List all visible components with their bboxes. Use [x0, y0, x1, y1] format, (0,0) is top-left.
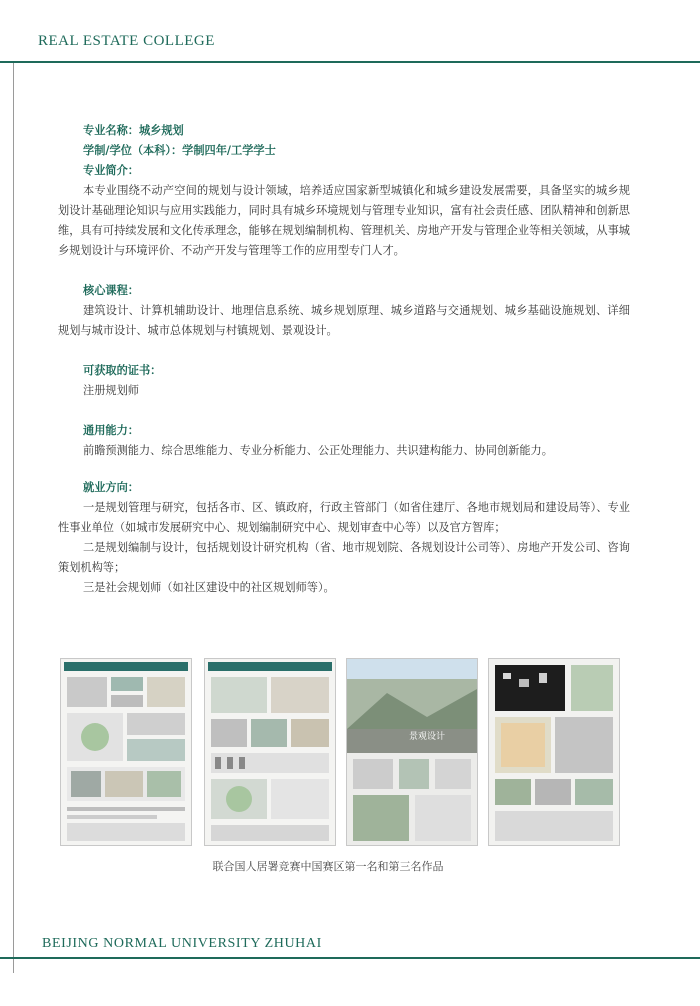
poster-image-4	[488, 658, 620, 846]
careers-heading: 就业方向：	[83, 481, 139, 494]
footer-divider	[0, 957, 700, 959]
intro-heading: 专业简介：	[83, 164, 139, 177]
poster-image-3	[346, 658, 478, 846]
career-item: 一是规划管理与研究，包括各市、区、镇政府，行政主管部门（如省住建厅、各地市规划局和建设局等）、专业性事业单位（如城市发展研究中心、规划编制研究中心、规划审查中心等）以及官方智库；	[58, 501, 630, 534]
left-margin-rule	[13, 63, 14, 973]
poster-image-1	[60, 658, 192, 846]
career-item: 三是社会规划师（如社区建设中的社区规划师等）。	[83, 581, 335, 594]
certificates-heading: 可获取的证书：	[83, 364, 162, 377]
poster3-title: 景观设计	[409, 732, 446, 742]
certificates-text: 注册规划师	[83, 384, 139, 397]
program-content	[58, 121, 630, 598]
core-courses-heading: 核心课程：	[83, 284, 139, 297]
footer-title: BEIJING NORMAL UNIVERSITY ZHUHAI	[42, 936, 322, 951]
abilities-text: 前瞻预测能力、综合思维能力、专业分析能力、公正处理能力、共识建构能力、协同创新能力。	[83, 444, 553, 457]
header-divider	[0, 61, 700, 63]
intro-text: 本专业围绕不动产空间的规划与设计领域，培养适应国家新型城镇化和城乡建设发展需要，具备坚实的城乡规划设计基础理论知识与应用实践能力，同时具有城乡环境规划与管理专业知识，富有社会责任感、团队精神和创新思维，具有可持续发展和文化传承理念，能够在规划编制机构、管理机关、房地产开发与管理企业等相关领域，从事城乡规划设计与环境评价、不动产开发与管理等工作的应用型专门人才。	[58, 184, 630, 257]
award-posters	[60, 658, 620, 846]
program-name: 专业名称：城乡规划	[83, 124, 184, 137]
gallery-caption: 联合国人居署竞赛中国赛区第一名和第三名作品	[212, 860, 444, 873]
career-item: 二是规划编制与设计，包括规划设计研究机构（省、地市规划院、各规划设计公司等）、房地产开发公司、咨询策划机构等；	[58, 541, 630, 574]
core-courses-text: 建筑设计、计算机辅助设计、地理信息系统、城乡规划原理、城乡道路与交通规划、城乡基础设施规划、详细规划与城市设计、城市总体规划与村镇规划、景观设计。	[58, 304, 630, 337]
poster-image-2	[204, 658, 336, 846]
header-title: REAL ESTATE COLLEGE	[38, 33, 215, 49]
program-degree: 学制/学位（本科）：学制四年/工学学士	[83, 144, 276, 157]
abilities-heading: 通用能力：	[83, 424, 139, 437]
